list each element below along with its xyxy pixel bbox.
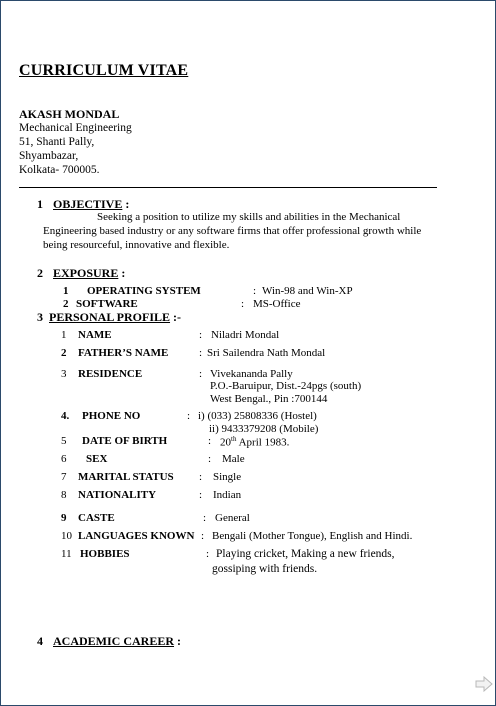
profile-row-sep: : [206, 548, 210, 560]
profile-row-sep: : [199, 471, 203, 483]
profile-row-sep: : [201, 530, 205, 542]
profile-row-sep: : [203, 512, 207, 524]
exposure-item-num: 2 [63, 298, 69, 310]
section-number: 2 [37, 266, 43, 280]
dob-suffix: th [231, 435, 237, 443]
profile-row-value-line: ii) 9433379208 (Mobile) [209, 423, 319, 435]
profile-row-key: HOBBIES [80, 548, 130, 560]
objective-text: Seeking a position to utilize my skills and abilities in the Mechanical Engineering based industry or any software firms that offer professional growth while being resourceful, innovative and flexible. [43, 211, 422, 251]
profile-row-key: MARITAL STATUS [78, 471, 174, 483]
exposure-item-sep: : [253, 285, 257, 297]
profile-row-value: Male [222, 453, 245, 465]
profile-row-value-line: gossiping with friends. [212, 563, 318, 575]
profile-row-key: PHONE NO [82, 410, 141, 422]
profile-row-value: Niladri Mondal [211, 329, 280, 341]
section-label: EXPOSURE [53, 266, 119, 280]
profile-row-sep: : [208, 453, 212, 465]
section-colon: : [177, 634, 182, 648]
address-line-1: Mechanical Engineering [19, 122, 132, 134]
profile-row-num: 8 [61, 489, 67, 501]
document-title: CURRICULUM VITAE [19, 62, 189, 79]
exposure-item-value: MS-Office [253, 298, 301, 310]
section-colon: :- [173, 310, 182, 324]
section-number: 4 [37, 634, 43, 648]
section-colon: : [121, 266, 126, 280]
profile-row-num: 11 [61, 548, 72, 560]
profile-row-num: 5 [61, 435, 67, 447]
candidate-name: AKASH MONDAL [19, 107, 120, 121]
exposure-item-num: 1 [63, 285, 69, 297]
profile-row-key: FATHER’S NAME [78, 347, 169, 359]
profile-row-sep: : [199, 489, 203, 501]
exposure-item-key: SOFTWARE [76, 298, 138, 310]
profile-row-num: 4. [61, 410, 70, 422]
profile-row-value [220, 435, 289, 449]
profile-row-value: Single [213, 471, 242, 483]
profile-row-sep: : [187, 410, 191, 422]
profile-row-value: Indian [213, 489, 242, 501]
profile-row-num: 10 [61, 530, 72, 542]
profile-row-key: LANGUAGES KNOWN [78, 530, 195, 542]
profile-row-value: General [215, 512, 250, 524]
profile-row-value: Bengali (Mother Tongue), English and Hindi. [212, 530, 413, 542]
dob-day: 20 [220, 436, 231, 449]
profile-row-num: 6 [61, 453, 67, 465]
profile-row-num: 7 [61, 471, 67, 483]
dob-rest: April 1983. [236, 436, 290, 449]
profile-row-value-line: i) (033) 25808336 (Hostel) [198, 410, 317, 422]
exposure-item-sep: : [241, 298, 245, 310]
next-page-arrow-icon[interactable] [475, 676, 493, 692]
section-label: PERSONAL PROFILE [49, 310, 171, 324]
profile-row-key: RESIDENCE [78, 368, 143, 380]
profile-row-sep: : [199, 329, 203, 341]
profile-row-num: 9 [61, 512, 67, 524]
personal-profile-heading [37, 310, 181, 325]
address-line-4: Kolkata- 700005. [19, 164, 100, 176]
profile-row-num: 1 [61, 329, 67, 341]
profile-row-key: NATIONALITY [78, 489, 157, 501]
exposure-item-key: OPERATING SYSTEM [87, 285, 201, 297]
address-line-3: Shyambazar, [19, 150, 79, 162]
profile-row-sep: : [199, 368, 203, 380]
section-number: 1 [37, 197, 43, 211]
profile-row-value-line: Playing cricket, Making a new friends, [216, 548, 395, 560]
profile-row-value-line: P.O.-Baruipur, Dist.-24pgs (south) [210, 380, 362, 392]
profile-row-value: Sri Sailendra Nath Mondal [207, 347, 326, 359]
academic-career-heading [37, 634, 181, 649]
profile-row-key: CASTE [78, 512, 115, 524]
profile-row-sep: : [208, 435, 212, 447]
section-label: ACADEMIC CAREER [53, 634, 175, 648]
section-colon: : [125, 197, 130, 211]
profile-row-num: 3 [61, 368, 67, 380]
section-number: 3 [37, 310, 43, 324]
profile-row-key: DATE OF BIRTH [82, 435, 168, 447]
exposure-heading [37, 266, 125, 281]
exposure-item-value: Win-98 and Win-XP [262, 285, 353, 297]
section-label: OBJECTIVE [53, 197, 123, 211]
header-divider [19, 187, 437, 188]
profile-row-value-line: West Bengal., Pin :700144 [210, 393, 328, 405]
profile-row-value-line: Vivekananda Pally [210, 368, 293, 380]
address-line-2: 51, Shanti Pally, [19, 136, 95, 148]
profile-row-num: 2 [61, 347, 67, 359]
profile-row-key: SEX [86, 453, 108, 465]
profile-row-key: NAME [78, 329, 112, 341]
profile-row-sep: : [199, 347, 203, 359]
